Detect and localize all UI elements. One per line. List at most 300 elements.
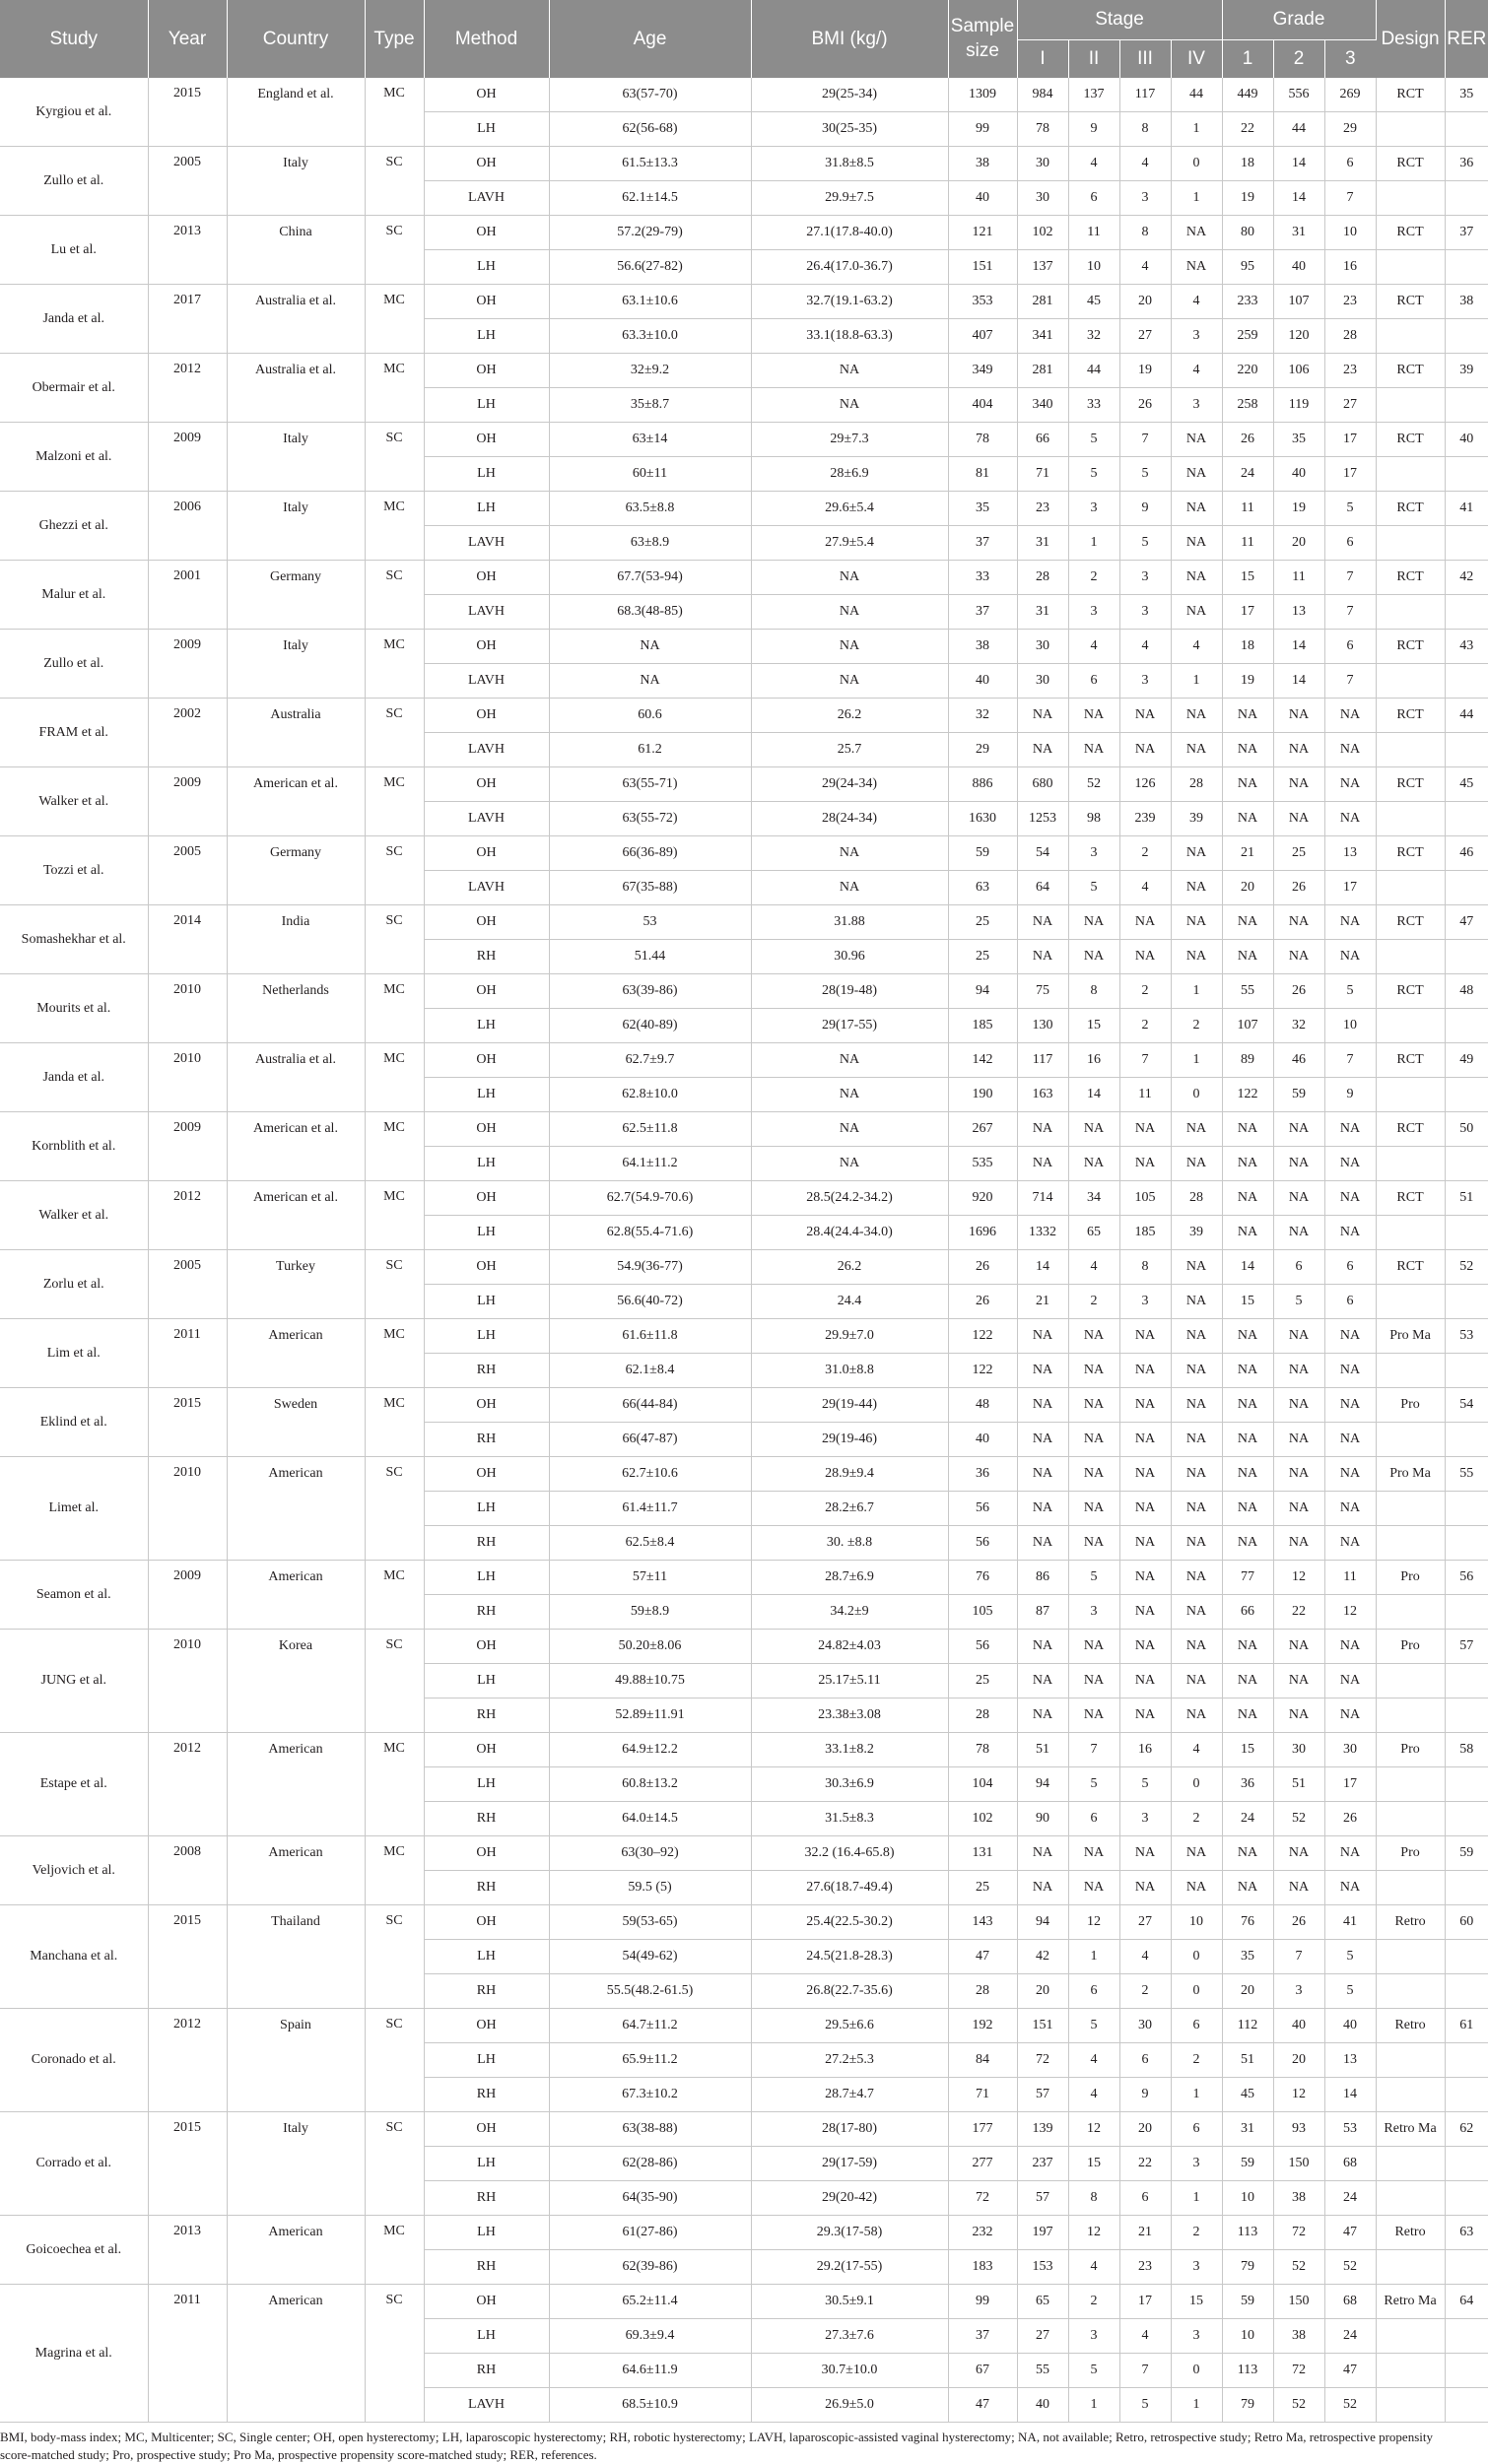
grade-2-cell: 14	[1273, 181, 1324, 216]
sample-size-cell: 192	[948, 2009, 1017, 2043]
stage-iii-cell: 2	[1119, 836, 1171, 871]
stage-iii-cell: NA	[1119, 1630, 1171, 1664]
bmi-cell: NA	[751, 871, 948, 905]
method-cell: LH	[424, 250, 549, 285]
sample-size-cell: 47	[948, 2388, 1017, 2423]
stage-iii-cell: NA	[1119, 1526, 1171, 1561]
grade-3-cell: 6	[1324, 630, 1376, 664]
grade-2-cell: 40	[1273, 2009, 1324, 2043]
design-cell-blank	[1376, 2319, 1445, 2354]
stage-i-cell: 30	[1017, 147, 1068, 181]
design-cell-blank	[1376, 2078, 1445, 2112]
method-cell: LH	[424, 2216, 549, 2250]
study-cell: Somashekhar et al.	[0, 905, 148, 974]
grade-3-cell: 7	[1324, 181, 1376, 216]
sample-size-cell: 121	[948, 216, 1017, 250]
grade-1-cell: 76	[1222, 1905, 1273, 1940]
bmi-cell: 27.1(17.8-40.0)	[751, 216, 948, 250]
bmi-cell: 28.2±6.7	[751, 1492, 948, 1526]
bmi-cell: NA	[751, 1078, 948, 1112]
year-cell: 2010	[148, 974, 227, 1043]
header-grade-col: 1	[1222, 40, 1273, 79]
method-cell: LAVH	[424, 733, 549, 767]
method-cell: RH	[424, 2250, 549, 2285]
sample-size-cell: 76	[948, 1561, 1017, 1595]
stage-iv-cell: 6	[1171, 2009, 1222, 2043]
stage-ii-cell: 5	[1068, 871, 1119, 905]
age-cell: 61.4±11.7	[549, 1492, 751, 1526]
method-cell: OH	[424, 2112, 549, 2147]
stage-iv-cell: NA	[1171, 216, 1222, 250]
rer-cell: 63	[1445, 2216, 1488, 2250]
rer-cell-blank	[1445, 1595, 1488, 1630]
grade-1-cell: NA	[1222, 733, 1273, 767]
design-cell-blank	[1376, 1492, 1445, 1526]
stage-iv-cell: NA	[1171, 561, 1222, 595]
stage-i-cell: NA	[1017, 699, 1068, 733]
table-row	[0, 1112, 1488, 1147]
stage-iv-cell: NA	[1171, 1354, 1222, 1388]
grade-1-cell: 113	[1222, 2216, 1273, 2250]
bmi-cell: 23.38±3.08	[751, 1698, 948, 1733]
grade-2-cell: NA	[1273, 1216, 1324, 1250]
table-row	[0, 1630, 1488, 1664]
stage-ii-cell: NA	[1068, 1423, 1119, 1457]
age-cell: 67.7(53-94)	[549, 561, 751, 595]
study-cell: Zullo et al.	[0, 630, 148, 699]
stage-i-cell: NA	[1017, 1112, 1068, 1147]
study-cell: Mourits et al.	[0, 974, 148, 1043]
method-cell: OH	[424, 699, 549, 733]
grade-3-cell: 14	[1324, 2078, 1376, 2112]
age-cell: 62.1±8.4	[549, 1354, 751, 1388]
study-cell: Magrina et al.	[0, 2285, 148, 2423]
stage-i-cell: 984	[1017, 78, 1068, 112]
grade-3-cell: 7	[1324, 1043, 1376, 1078]
stage-ii-cell: 4	[1068, 1250, 1119, 1285]
stage-i-cell: NA	[1017, 1457, 1068, 1492]
stage-iii-cell: NA	[1119, 1698, 1171, 1733]
age-cell: 63±14	[549, 423, 751, 457]
grade-1-cell: 21	[1222, 836, 1273, 871]
grade-3-cell: NA	[1324, 1698, 1376, 1733]
bmi-cell: 27.2±5.3	[751, 2043, 948, 2078]
sample-size-cell: 40	[948, 1423, 1017, 1457]
sample-size-cell: 72	[948, 2181, 1017, 2216]
bmi-cell: 28.9±9.4	[751, 1457, 948, 1492]
rer-cell-blank	[1445, 319, 1488, 354]
grade-3-cell: 5	[1324, 1940, 1376, 1974]
year-cell: 2010	[148, 1043, 227, 1112]
sample-size-cell: 185	[948, 1009, 1017, 1043]
year-cell: 2001	[148, 561, 227, 630]
stage-iii-cell: 117	[1119, 78, 1171, 112]
sample-size-cell: 37	[948, 526, 1017, 561]
rer-cell-blank	[1445, 664, 1488, 699]
header-stage-col: IV	[1171, 40, 1222, 79]
stage-iv-cell: 28	[1171, 1181, 1222, 1216]
stage-iv-cell: NA	[1171, 1147, 1222, 1181]
grade-2-cell: NA	[1273, 1698, 1324, 1733]
stage-ii-cell: 14	[1068, 1078, 1119, 1112]
rer-cell-blank	[1445, 1871, 1488, 1905]
header-grade: Grade	[1222, 0, 1376, 40]
age-cell: 66(44-84)	[549, 1388, 751, 1423]
method-cell: LH	[424, 1078, 549, 1112]
grade-1-cell: 22	[1222, 112, 1273, 147]
grade-3-cell: 24	[1324, 2319, 1376, 2354]
stage-ii-cell: 44	[1068, 354, 1119, 388]
stage-ii-cell: 65	[1068, 1216, 1119, 1250]
stage-ii-cell: 15	[1068, 1009, 1119, 1043]
grade-2-cell: 38	[1273, 2181, 1324, 2216]
design-cell-blank	[1376, 1526, 1445, 1561]
age-cell: 62.8±10.0	[549, 1078, 751, 1112]
study-cell: Goicoechea et al.	[0, 2216, 148, 2285]
bmi-cell: 29(17-55)	[751, 1009, 948, 1043]
stage-iv-cell: 1	[1171, 181, 1222, 216]
design-cell: Retro	[1376, 2216, 1445, 2250]
bmi-cell: 27.3±7.6	[751, 2319, 948, 2354]
grade-1-cell: NA	[1222, 1664, 1273, 1698]
stage-ii-cell: 3	[1068, 492, 1119, 526]
age-cell: 60.8±13.2	[549, 1767, 751, 1802]
grade-1-cell: 18	[1222, 630, 1273, 664]
age-cell: 64.9±12.2	[549, 1733, 751, 1767]
rer-cell: 35	[1445, 78, 1488, 112]
header-country: Country	[227, 0, 365, 78]
stage-iv-cell: 3	[1171, 2250, 1222, 2285]
stage-iii-cell: 3	[1119, 664, 1171, 699]
grade-2-cell: 52	[1273, 1802, 1324, 1836]
country-cell: American	[227, 2216, 365, 2285]
sample-size-cell: 404	[948, 388, 1017, 423]
type-cell: SC	[365, 423, 424, 492]
sample-size-cell: 142	[948, 1043, 1017, 1078]
grade-2-cell: 20	[1273, 526, 1324, 561]
design-cell-blank	[1376, 1423, 1445, 1457]
method-cell: OH	[424, 78, 549, 112]
sample-size-cell: 177	[948, 2112, 1017, 2147]
method-cell: OH	[424, 147, 549, 181]
grade-1-cell: 15	[1222, 561, 1273, 595]
sample-size-cell: 122	[948, 1354, 1017, 1388]
method-cell: RH	[424, 1423, 549, 1457]
stage-i-cell: NA	[1017, 905, 1068, 940]
header-stage-col: I	[1017, 40, 1068, 79]
header-study: Study	[0, 0, 148, 78]
design-cell: Retro Ma	[1376, 2285, 1445, 2319]
grade-2-cell: NA	[1273, 1354, 1324, 1388]
grade-3-cell: 13	[1324, 2043, 1376, 2078]
age-cell: 59±8.9	[549, 1595, 751, 1630]
grade-3-cell: 7	[1324, 664, 1376, 699]
stage-i-cell: NA	[1017, 733, 1068, 767]
design-cell: RCT	[1376, 492, 1445, 526]
table-row	[0, 630, 1488, 664]
study-cell: Obermair et al.	[0, 354, 148, 423]
stage-iii-cell: 8	[1119, 216, 1171, 250]
grade-1-cell: 113	[1222, 2354, 1273, 2388]
stage-i-cell: NA	[1017, 1319, 1068, 1354]
bmi-cell: 27.6(18.7-49.4)	[751, 1871, 948, 1905]
method-cell: LH	[424, 1216, 549, 1250]
table-row	[0, 423, 1488, 457]
year-cell: 2006	[148, 492, 227, 561]
rer-cell: 54	[1445, 1388, 1488, 1423]
grade-1-cell: 59	[1222, 2147, 1273, 2181]
grade-2-cell: 26	[1273, 871, 1324, 905]
stage-i-cell: 102	[1017, 216, 1068, 250]
bmi-cell: NA	[751, 1043, 948, 1078]
stage-i-cell: 281	[1017, 354, 1068, 388]
bmi-cell: 29(19-44)	[751, 1388, 948, 1423]
sample-size-cell: 151	[948, 250, 1017, 285]
stage-i-cell: 51	[1017, 1733, 1068, 1767]
stage-ii-cell: 12	[1068, 2216, 1119, 2250]
stage-iv-cell: 3	[1171, 319, 1222, 354]
bmi-cell: 29.9±7.0	[751, 1319, 948, 1354]
grade-2-cell: 5	[1273, 1285, 1324, 1319]
rer-cell-blank	[1445, 2354, 1488, 2388]
stage-ii-cell: 4	[1068, 147, 1119, 181]
design-cell-blank	[1376, 181, 1445, 216]
method-cell: LH	[424, 1664, 549, 1698]
stage-iii-cell: 7	[1119, 423, 1171, 457]
country-cell: Thailand	[227, 1905, 365, 2009]
design-cell: RCT	[1376, 147, 1445, 181]
stage-iii-cell: 105	[1119, 1181, 1171, 1216]
design-cell: RCT	[1376, 285, 1445, 319]
grade-2-cell: 40	[1273, 457, 1324, 492]
age-cell: 63(38-88)	[549, 2112, 751, 2147]
age-cell: 62.8(55.4-71.6)	[549, 1216, 751, 1250]
grade-3-cell: NA	[1324, 1836, 1376, 1871]
grade-2-cell: 93	[1273, 2112, 1324, 2147]
rer-cell-blank	[1445, 1354, 1488, 1388]
grade-1-cell: 11	[1222, 492, 1273, 526]
stage-ii-cell: 32	[1068, 319, 1119, 354]
grade-1-cell: 107	[1222, 1009, 1273, 1043]
grade-2-cell: 3	[1273, 1974, 1324, 2009]
country-cell: American	[227, 1561, 365, 1630]
table-row	[0, 2009, 1488, 2043]
country-cell: Italy	[227, 423, 365, 492]
method-cell: OH	[424, 905, 549, 940]
method-cell: LAVH	[424, 2388, 549, 2423]
grade-3-cell: 5	[1324, 974, 1376, 1009]
stage-iv-cell: 0	[1171, 1078, 1222, 1112]
stage-iii-cell: 16	[1119, 1733, 1171, 1767]
grade-2-cell: 52	[1273, 2250, 1324, 2285]
grade-2-cell: 25	[1273, 836, 1324, 871]
grade-2-cell: 32	[1273, 1009, 1324, 1043]
method-cell: OH	[424, 2285, 549, 2319]
stage-ii-cell: 5	[1068, 2009, 1119, 2043]
design-cell: Retro	[1376, 1905, 1445, 1940]
type-cell: MC	[365, 1733, 424, 1836]
stage-iii-cell: 17	[1119, 2285, 1171, 2319]
grade-2-cell: 120	[1273, 319, 1324, 354]
method-cell: RH	[424, 1526, 549, 1561]
age-cell: 59.5 (5)	[549, 1871, 751, 1905]
sample-size-cell: 36	[948, 1457, 1017, 1492]
stage-iv-cell: NA	[1171, 1561, 1222, 1595]
grade-2-cell: 556	[1273, 78, 1324, 112]
rer-cell-blank	[1445, 1285, 1488, 1319]
grade-3-cell: NA	[1324, 767, 1376, 802]
stage-iii-cell: 8	[1119, 112, 1171, 147]
table-row	[0, 1319, 1488, 1354]
rer-cell: 59	[1445, 1836, 1488, 1871]
sample-size-cell: 104	[948, 1767, 1017, 1802]
method-cell: OH	[424, 1733, 549, 1767]
age-cell: NA	[549, 664, 751, 699]
bmi-cell: 34.2±9	[751, 1595, 948, 1630]
stage-iv-cell: NA	[1171, 1595, 1222, 1630]
sample-size-cell: 122	[948, 1319, 1017, 1354]
sample-size-cell: 59	[948, 836, 1017, 871]
stage-i-cell: 42	[1017, 1940, 1068, 1974]
stage-iii-cell: 126	[1119, 767, 1171, 802]
stage-iii-cell: NA	[1119, 1595, 1171, 1630]
stage-iii-cell: 23	[1119, 2250, 1171, 2285]
rer-cell: 48	[1445, 974, 1488, 1009]
bmi-cell: 29.2(17-55)	[751, 2250, 948, 2285]
grade-1-cell: NA	[1222, 1630, 1273, 1664]
age-cell: 63.3±10.0	[549, 319, 751, 354]
table-row	[0, 561, 1488, 595]
header-bmi: BMI (kg/)	[751, 0, 948, 78]
rer-cell-blank	[1445, 250, 1488, 285]
grade-2-cell: 30	[1273, 1733, 1324, 1767]
grade-1-cell: 10	[1222, 2319, 1273, 2354]
design-cell: Pro	[1376, 1561, 1445, 1595]
sample-size-cell: 349	[948, 354, 1017, 388]
age-cell: NA	[549, 630, 751, 664]
year-cell: 2005	[148, 1250, 227, 1319]
header-age: Age	[549, 0, 751, 78]
method-cell: OH	[424, 1457, 549, 1492]
country-cell: American	[227, 1836, 365, 1905]
age-cell: 66(36-89)	[549, 836, 751, 871]
grade-1-cell: NA	[1222, 1457, 1273, 1492]
stage-ii-cell: 1	[1068, 1940, 1119, 1974]
header-grade-col: 2	[1273, 40, 1324, 79]
stage-ii-cell: 6	[1068, 1802, 1119, 1836]
country-cell: Australia et al.	[227, 354, 365, 423]
grade-1-cell: 24	[1222, 457, 1273, 492]
bmi-cell: 28±6.9	[751, 457, 948, 492]
bmi-cell: 29.6±5.4	[751, 492, 948, 526]
stage-iv-cell: 3	[1171, 2319, 1222, 2354]
age-cell: 51.44	[549, 940, 751, 974]
sample-size-cell: 232	[948, 2216, 1017, 2250]
stage-i-cell: 340	[1017, 388, 1068, 423]
grade-3-cell: NA	[1324, 1492, 1376, 1526]
sample-size-cell: 102	[948, 1802, 1017, 1836]
design-cell: RCT	[1376, 1112, 1445, 1147]
bmi-cell: 30.5±9.1	[751, 2285, 948, 2319]
grade-1-cell: NA	[1222, 1836, 1273, 1871]
stage-iv-cell: 3	[1171, 2147, 1222, 2181]
country-cell: Italy	[227, 147, 365, 216]
grade-1-cell: 66	[1222, 1595, 1273, 1630]
stage-iv-cell: 2	[1171, 1009, 1222, 1043]
stage-iii-cell: 21	[1119, 2216, 1171, 2250]
grade-3-cell: 13	[1324, 836, 1376, 871]
stage-iii-cell: 20	[1119, 285, 1171, 319]
stage-iii-cell: NA	[1119, 1319, 1171, 1354]
stage-i-cell: NA	[1017, 940, 1068, 974]
stage-ii-cell: 4	[1068, 2078, 1119, 2112]
stage-i-cell: 139	[1017, 2112, 1068, 2147]
grade-3-cell: NA	[1324, 1354, 1376, 1388]
stage-ii-cell: NA	[1068, 1836, 1119, 1871]
sample-size-cell: 32	[948, 699, 1017, 733]
sample-size-cell: 56	[948, 1630, 1017, 1664]
rer-cell-blank	[1445, 2078, 1488, 2112]
grade-2-cell: NA	[1273, 1457, 1324, 1492]
stage-i-cell: 21	[1017, 1285, 1068, 1319]
grade-3-cell: NA	[1324, 1112, 1376, 1147]
method-cell: LH	[424, 319, 549, 354]
stage-ii-cell: NA	[1068, 1147, 1119, 1181]
stage-ii-cell: NA	[1068, 1457, 1119, 1492]
sample-size-cell: 84	[948, 2043, 1017, 2078]
grade-2-cell: 22	[1273, 1595, 1324, 1630]
table-row	[0, 78, 1488, 112]
type-cell: SC	[365, 1905, 424, 2009]
grade-3-cell: 68	[1324, 2147, 1376, 2181]
stage-ii-cell: NA	[1068, 1630, 1119, 1664]
bmi-cell: 29.5±6.6	[751, 2009, 948, 2043]
design-cell: Pro	[1376, 1733, 1445, 1767]
type-cell: SC	[365, 216, 424, 285]
design-cell: RCT	[1376, 767, 1445, 802]
grade-3-cell: 23	[1324, 285, 1376, 319]
stage-ii-cell: 5	[1068, 423, 1119, 457]
country-cell: American et al.	[227, 767, 365, 836]
method-cell: LH	[424, 112, 549, 147]
stage-iii-cell: 5	[1119, 1767, 1171, 1802]
stage-iv-cell: NA	[1171, 905, 1222, 940]
age-cell: 63(55-71)	[549, 767, 751, 802]
age-cell: 54.9(36-77)	[549, 1250, 751, 1285]
stage-i-cell: 40	[1017, 2388, 1068, 2423]
stage-i-cell: NA	[1017, 1354, 1068, 1388]
design-cell: RCT	[1376, 699, 1445, 733]
rer-cell-blank	[1445, 1802, 1488, 1836]
stage-i-cell: 341	[1017, 319, 1068, 354]
method-cell: OH	[424, 354, 549, 388]
design-cell-blank	[1376, 1664, 1445, 1698]
age-cell: 64.7±11.2	[549, 2009, 751, 2043]
rer-cell: 56	[1445, 1561, 1488, 1595]
stage-i-cell: 281	[1017, 285, 1068, 319]
grade-1-cell: NA	[1222, 1354, 1273, 1388]
stage-i-cell: NA	[1017, 1388, 1068, 1423]
table-header	[0, 0, 1488, 78]
stage-iii-cell: NA	[1119, 699, 1171, 733]
design-cell-blank	[1376, 2147, 1445, 2181]
stage-ii-cell: 9	[1068, 112, 1119, 147]
grade-2-cell: 52	[1273, 2388, 1324, 2423]
table-row	[0, 905, 1488, 940]
grade-2-cell: 38	[1273, 2319, 1324, 2354]
stage-iii-cell: 4	[1119, 147, 1171, 181]
country-cell: American	[227, 1457, 365, 1561]
